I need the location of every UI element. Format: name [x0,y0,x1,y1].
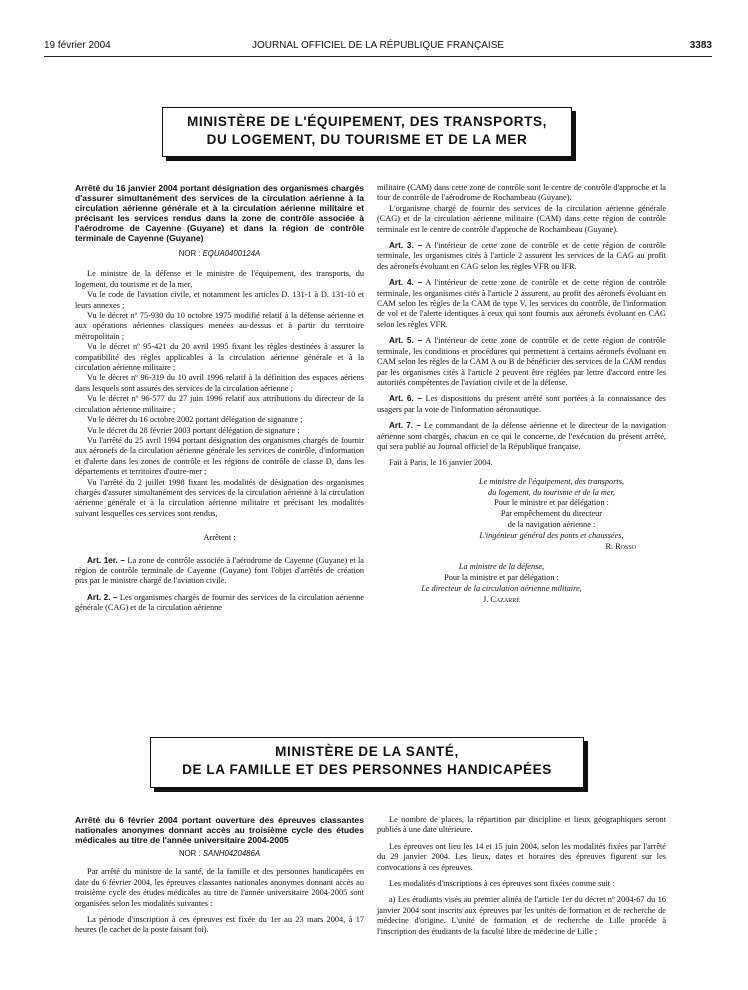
paragraph: Vu le décret nº 95-421 du 20 avril 1995 fixant les règles destinées à assurer la compatibilité des règles applicables à la circulation aérienne générale et à la circulation aérienne militaire ; [75,342,364,373]
fait-a-paris: Fait à Paris, le 16 janvier 2004. [389,458,493,468]
paragraph: Vu le décret nº 75-930 du 10 octobre 1975 modifié relatif à la défense aérienne et aux opérations aériennes classiques menées au-dessus et à partir du territoire métropolitain ; [75,311,364,341]
paragraph: Le nombre de places, la répartition par discipline et lieux géographiques seront publiés à une date ultérieure. [377,815,666,835]
article-2 [75,593,364,614]
article-7-text: Le commandant de la défense aérienne et le directeur de la navigation aérienne sont chargés, chacun en ce qui le concerne, de l'exécution du présent arrêté, qui sera publié au Journal officiel de la République française. [377,421,666,451]
paragraph: Les épreuves ont lieu les 14 et 15 juin 2004, selon les modalités fixées par l'arrêté du 29 janvier 2004. Les lieux, dates et horaires des épreuves figurent sur les convocations à ces épreuves. [377,841,666,872]
paragraph: Vu l'arrêté du 25 avril 1994 portant désignation des organismes chargés de fournir aux aéronefs de la circulation aérienne générale les services de contrôle, d'information et d'alerte dans les zones de contrôle et les régions de contrôle de classe D, dans les départements et territoires d'outre-mer ; [75,435,364,477]
paragraph: Le ministre de la défense et le ministre de l'équipement, des transports, du logement, du tourisme et de la mer, [75,269,364,289]
article-4 [377,278,666,330]
paragraph: a) Les étudiants visés au premier alinéa de l'article 1er du décret nº 2004-67 du 16 janvier 2004 sont inscrits aux épreuves par les unités de formation et de recherche de médecine d'origine. L'unité de formation et de recherche de Lille procède à l'inscription des étudiants de la faculté libre de médecine de Lille ; [377,895,666,936]
page-header [44,38,712,56]
paragraph: Vu le code de l'aviation civile, et notamment les articles D. 131-1 à D. 131-10 et leurs annexes ; [75,290,364,310]
article-3 [377,241,666,272]
article-7 [377,421,666,452]
article-2-continued: militaire (CAM) dans cette zone de contrôle sont le centre de contrôle d'approche et la tour de contrôle de l'aérodrome de Rochambeau (Guyane). [377,183,666,203]
nor-label: NOR : [178,849,201,858]
header-page-number: 3383 [689,40,712,51]
article-3-label: Art. 3. – [389,241,423,251]
paragraph: Par arrêté du ministre de la santé, de la famille et des personnes handicapées en date du 6 février 2004, les épreuves classantes nationales anonymes donnant accès au troisième cycle des études médicales au titre de l'année universitaire 2004-2005 sont organisées selon les modalités suivantes : [75,867,364,908]
signature-line: de la navigation aérienne : [507,519,596,529]
section2-left-column [75,815,364,936]
signature-line: du logement, du tourisme et de la mer, [488,487,615,497]
nor-code: EQUA0400124A [202,249,261,258]
section1-left-column [75,183,364,614]
article-4-text: A l'intérieur de cette zone de contrôle et de cette région de contrôle terminale, les organismes cités à l'article 2 assurent, au profit des aéronefs évoluant en CAM selon les règles de la CAM de type V, les services du contrôle, de l'information de vol et de l'alerte identiques à ceux qui sont fournis aux aéronefs évoluant en CAG selon les règles VFR. [377,278,666,329]
signature-block-equipement [377,477,666,553]
article-1 [75,556,364,587]
article-1-text: La zone de contrôle associée à l'aérodrome de Cayenne (Guyane) et la région de contrôle terminale de Cayenne (Guyane) font l'objet d'arrêtés de création pris par le ministre chargé de l'aviation civile. [75,555,364,586]
article-4-label: Art. 4. – [389,278,423,288]
ministry-title-line1: MINISTÈRE DE L'ÉQUIPEMENT, DES TRANSPORTS, [187,114,547,129]
nor-reference [75,849,364,859]
article-6-text: Les dispositions du présent arrêté sont portées à la connaissance des usagers par la voie de l'information aéronautique. [377,394,666,414]
signature-line: Le ministre de l'équipement, des transports, [478,476,625,486]
nor-reference [75,249,364,259]
signature-line: Par empêchement du directeur [500,509,603,519]
signature-line: Pour la ministre et par délégation : [444,573,559,583]
arretent-heading: Arrêtent : [203,533,236,543]
signatory-name: J. Cazarré [483,594,520,604]
header-date: 19 février 2004 [44,40,111,51]
article-7-label: Art. 7. – [389,421,421,431]
article-1-label: Art. 1er. – [87,555,125,565]
article-3-text: A l'intérieur de cette zone de contrôle et de cette région de contrôle terminale, les organismes cités à l'article 2 assurent les services de la CAG au profit des aéronefs évoluant en CAG selon les règles VFR ou IFR. [377,241,666,271]
ministry-title-line1: MINISTÈRE DE LA SANTÉ, [275,744,459,759]
section2-right-column [377,815,666,937]
signatory-name: R. Rosso [605,541,636,551]
nor-label: NOR : [178,249,201,258]
ministry-box-equipement [162,107,572,157]
paragraph: Vu l'arrêté du 2 juillet 1998 fixant les modalités de désignation des organismes chargés d'assurer simultanément des services de la circulation aérienne à la circulation aérienne générale et à la circulation aérienne militaire et précisant les modalités suivant lesquelles ces services sont rendus, [75,477,364,518]
paragraph: Vu le décret du 16 octobre 2002 portant délégation de signature ; [87,415,303,425]
ministry-title-line2: DE LA FAMILLE ET DES PERSONNES HANDICAPÉES [182,762,552,777]
signature-line: L'ingénieur général des ponts et chaussées, [479,530,624,540]
header-rule [44,56,712,57]
signature-line: Pour le ministre et par délégation : [494,498,609,508]
paragraph: Les modalités d'inscriptions à ces épreuves sont fixées comme suit : [389,879,615,889]
signature-block-defense [377,562,666,605]
article-2-text: Les organismes chargés de fournir des services de la circulation aérienne générale (CAG) et de la circulation aérienne [75,592,364,613]
paragraph: Vu le décret nº 96-577 du 27 juin 1996 relatif aux attributions du directeur de la circulation aérienne militaire ; [75,394,364,414]
article-5-label: Art. 5. – [389,336,423,346]
article-6-label: Art. 6. – [389,394,422,404]
signature-line: Le directeur de la circulation aérienne militaire, [421,583,582,593]
article-6 [377,394,666,415]
nor-code: SANH0420486A [202,849,261,858]
header-journal-title: JOURNAL OFFICIEL DE LA RÉPUBLIQUE FRANÇAISE [251,40,505,51]
article-5-text: A l'intérieur de cette zone de contrôle et de cette région de contrôle terminale, les conditions et procédures qui permettent à certains aéronefs évoluant en CAM selon les règles de la CAM A ou B de bénéficier des services de la CAM rendus par les organismes cités à l'article 2 peuvent être réglées par lettre d'accord entre les autorités compétentes de l'aviation civile et de la défense. [377,336,666,387]
decree-title: Arrêté du 16 janvier 2004 portant désignation des organismes chargés d'assurer simultanément des services de la circulation aérienne à la circulation aérienne générale et à la circulation aérienne militaire et précisant les services rendus dans la zone de contrôle associée à l'aérodrome de Cayenne (Guyane) et dans la région de contrôle terminale de Cayenne (Guyane) [75,183,364,243]
paragraph: Vu le décret du 28 février 2003 portant délégation de signature ; [87,425,300,435]
article-5 [377,336,666,388]
decree-title: Arrêté du 6 février 2004 portant ouverture des épreuves classantes nationales anonymes donnant accès au troisième cycle des études médicales au titre de l'année universitaire 2004-2005 [75,815,364,845]
ministry-title-line2: DU LOGEMENT, DU TOURISME ET DE LA MER [206,132,528,147]
signature-line: La ministre de la défense, [458,562,545,572]
article-2-label: Art. 2. – [87,592,118,602]
paragraph: L'organisme chargé de fournir des services de la circulation aérienne générale (CAG) et de la circulation aérienne militaire (CAM) dans cette région de contrôle terminale est le centre de contrôle d'approche de Rochambeau (Guyane). [377,203,666,234]
paragraph: Vu le décret nº 96-319 du 10 avril 1996 relatif à la définition des espaces aériens dans lesquels sont assurés des services de la circulation aérienne ; [75,373,364,393]
paragraph: La période d'inscription à ces épreuves est fixée du 1er au 23 mars 2004, à 17 heures (le cachet de la poste faisant foi). [75,915,364,935]
ministry-box-sante [150,737,584,788]
section1-right-column [377,183,666,606]
